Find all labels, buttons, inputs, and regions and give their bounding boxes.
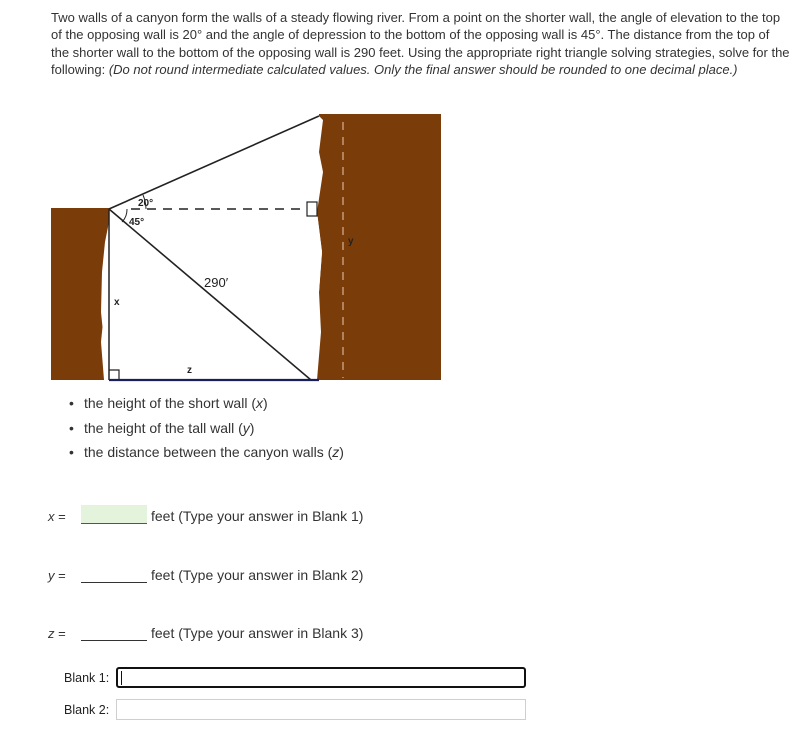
blank-1-label: Blank 1:: [64, 670, 110, 685]
answer-row-y: y = feet (Type your answer in Blank 2): [48, 561, 363, 583]
hypotenuse-label: 290′: [204, 275, 229, 290]
elevation-line: [109, 116, 319, 209]
y-label: y: [348, 236, 354, 247]
text-caret: [121, 671, 122, 685]
prompt-list: [66, 393, 344, 467]
answer-var-label: x: [48, 509, 55, 524]
answer-suffix: feet (Type your answer in Blank 2): [151, 567, 364, 583]
elevation-angle-label: 20°: [138, 198, 154, 209]
right-angle-mark-right: [307, 202, 317, 216]
z-label: z: [187, 365, 192, 376]
answer-var-label: z: [48, 626, 55, 641]
question-text: [51, 9, 791, 78]
blank-2-indicator[interactable]: [81, 564, 147, 583]
question-body: Two walls of a canyon form the walls of a steady flowing river. From a point on the shorter wall, the angle of elevation to the top of the opposing wall is 20° and the angle of depression to the bottom of the opposing wall is 45°. The distance from the top of the shorter wall to the bottom of the opposing wall is 290 feet. Using the appropriate right triangle solving strategies, solve for the following:: [51, 10, 790, 77]
hypotenuse-line: [109, 209, 311, 380]
answer-row-x: x = feet (Type your answer in Blank 1): [48, 502, 363, 524]
blank-2-input[interactable]: [116, 699, 526, 720]
right-angle-mark-bottom: [109, 370, 119, 380]
canyon-diagram: [51, 112, 443, 382]
answer-row-z: z = feet (Type your answer in Blank 3): [48, 619, 363, 641]
depression-angle-label: 45°: [129, 217, 145, 228]
tall-canyon-wall: [317, 114, 441, 380]
blank-3-indicator[interactable]: [81, 622, 147, 641]
list-item: • the distance between the canyon walls (z): [66, 442, 344, 467]
answer-var-label: y: [48, 568, 55, 583]
question-hint: (Do not round intermediate calculated values. Only the final answer should be rounded to one decimal place.): [108, 61, 738, 77]
blank-2-row: [64, 699, 526, 720]
list-item: • the height of the tall wall (y): [66, 418, 344, 443]
blank-1-row: [64, 667, 526, 688]
blank-1-input[interactable]: [116, 667, 526, 688]
blank-1-indicator[interactable]: [81, 505, 147, 524]
answer-suffix: feet (Type your answer in Blank 3): [151, 625, 364, 641]
short-wall-gap: [101, 272, 109, 342]
short-canyon-wall: [51, 208, 109, 380]
list-item: • the height of the short wall (x): [66, 393, 344, 418]
blank-input-fields: [0, 664, 800, 735]
x-label: x: [114, 297, 120, 308]
blank-2-label: Blank 2:: [64, 702, 110, 717]
answer-suffix: feet (Type your answer in Blank 1): [151, 508, 364, 524]
